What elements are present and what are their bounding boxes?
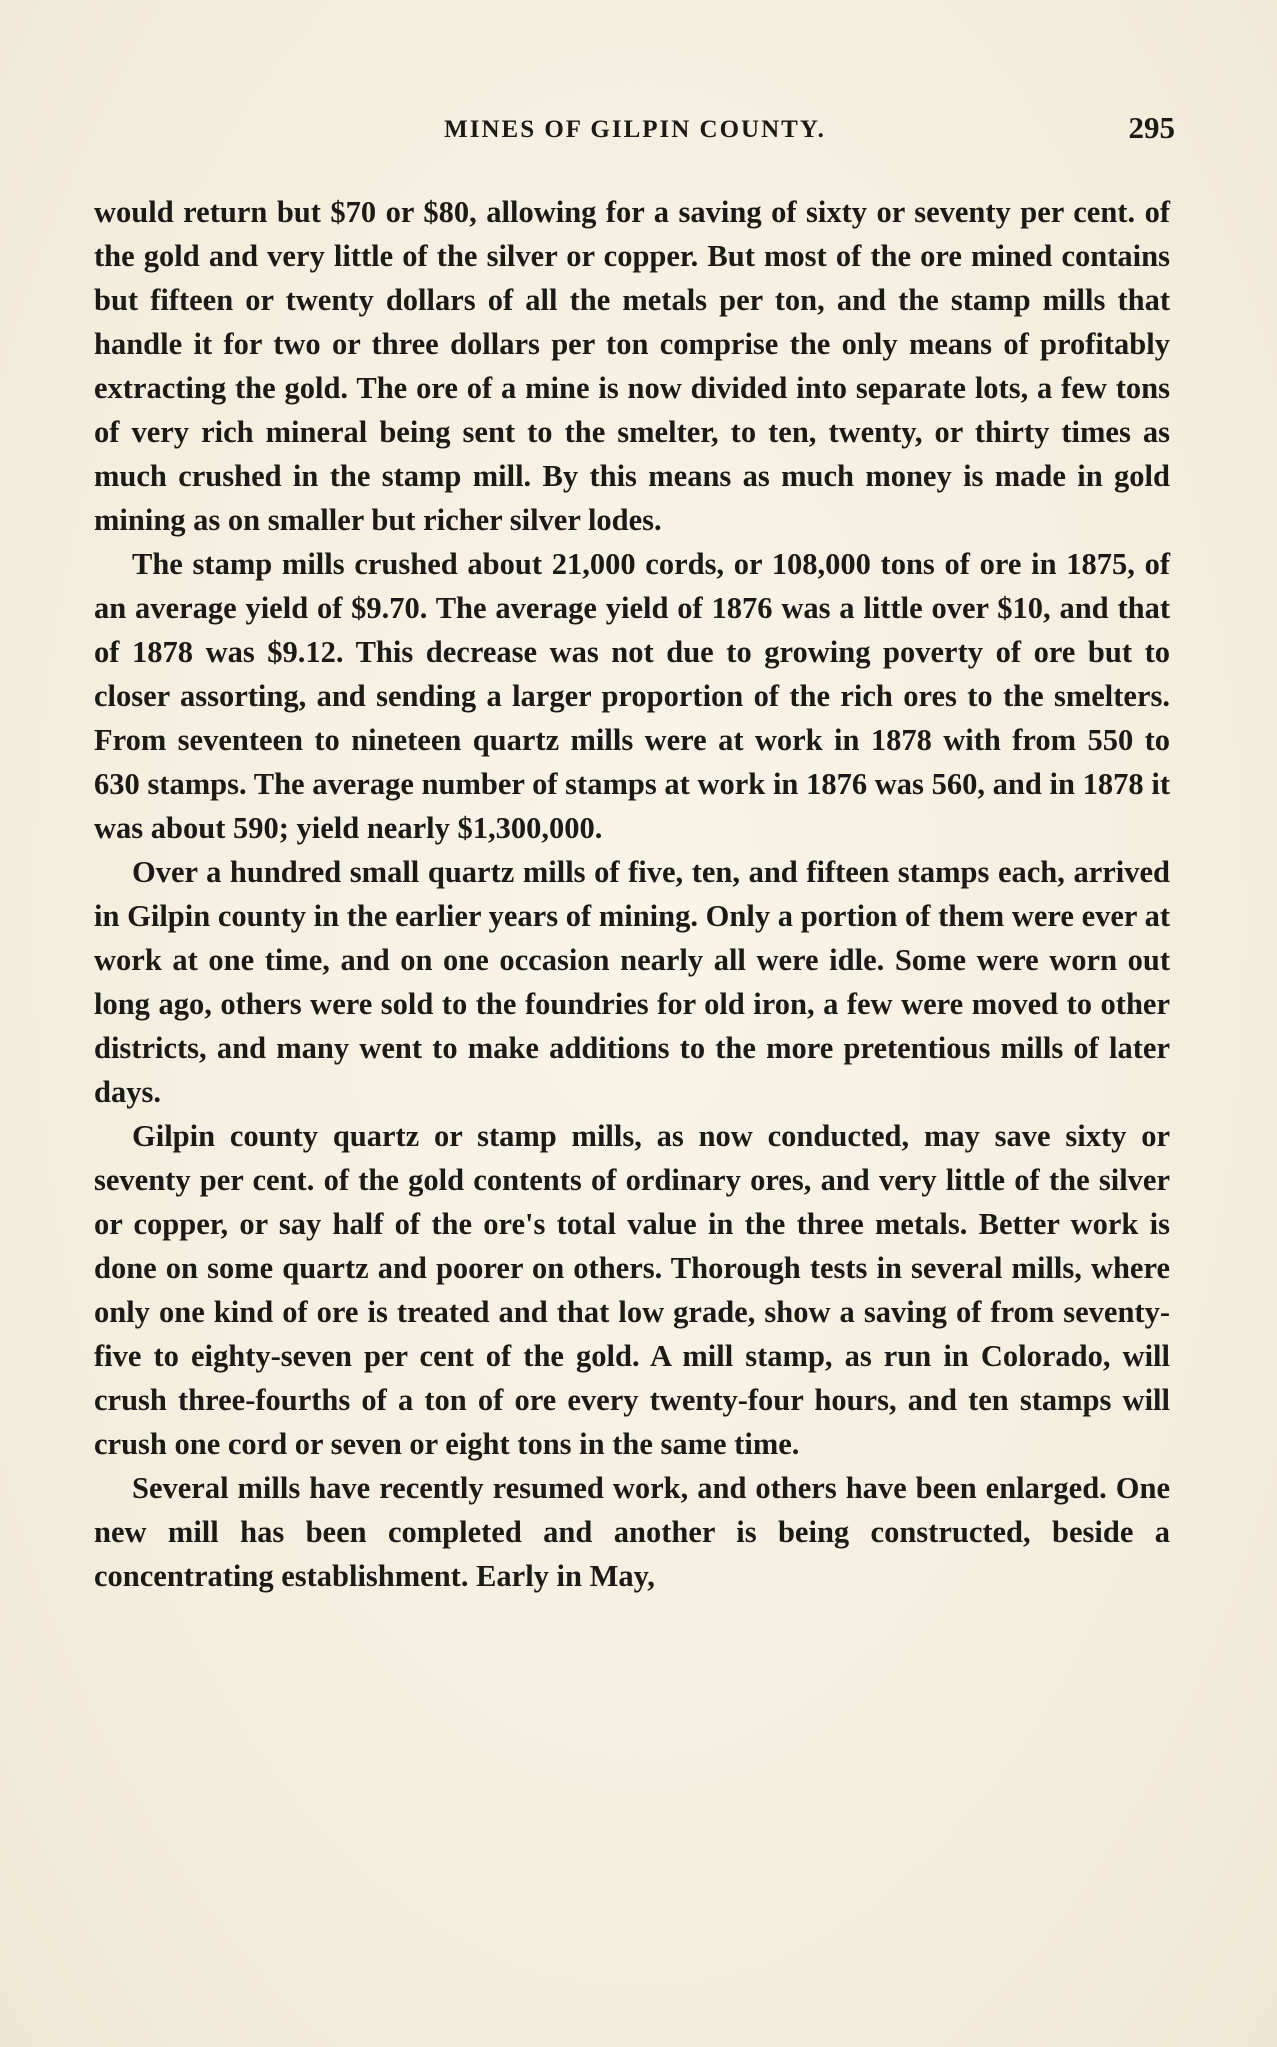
paragraph-stamp-mill-yields: The stamp mills crushed about 21,000 cords, or 108,000 tons of ore in 1875, of an average yield of $9.70. The average yield of 1876 was a little over $10, and that of 1878 was $9.12. This decrease was not due to growing poverty of ore but to closer assorting, and sending a larger proportion of the rich ores to the smelters. From seventeen to nineteen quartz mills were at work in 1878 with from 550 to 630 stamps. The average number of stamps at work in 1876 was 560, and in 1878 it was about 590; yield nearly $1,300,000.: [94, 547, 1170, 845]
paragraph-mill-savings: Gilpin county quartz or stamp mills, as now conducted, may save sixty or seventy per cent. of the gold contents of ordinary ores, and very little of the silver or copper, or say half of the ore's total value in the three metals. Better work is done on some quartz and poorer on others. Thorough tests in several mills, where only one kind of ore is treated and that low grade, show a saving of from seventy-five to eighty-seven per cent of the gold. A mill stamp, as run in Colorado, will crush three-fourths of a ton of ore every twenty-four hours, and ten stamps will crush one cord or seven or eight tons in the same time.: [94, 1119, 1170, 1461]
paragraph-continued: would return but $70 or $80, allowing for a saving of sixty or seventy per cent. of the gold and very little of the silver or copper. But most of the ore mined contains but fifteen or twenty dollars of all the metals per ton, and the stamp mills that handle it for two or three dollars per ton comprise the only means of profitably extracting the gold. The ore of a mine is now divided into separate lots, a few tons of very rich mineral being sent to the smelter, to ten, twenty, or thirty times as much crushed in the stamp mill. By this means as much money is made in gold mining as on smaller but richer silver lodes.: [94, 195, 1170, 537]
paragraph-small-quartz-mills: Over a hundred small quartz mills of five, ten, and fifteen stamps each, arrived in Gilpin county in the earlier years of mining. Only a portion of them were ever at work at one time, and on one occasion nearly all were idle. Some were worn out long ago, others were sold to the foundries for old iron, a few were moved to other districts, and many went to make additions to the more pretentious mills of later days.: [94, 855, 1170, 1109]
page-number: 295: [1128, 110, 1175, 145]
paragraph-mills-resumed: Several mills have recently resumed work, and others have been enlarged. One new mill has been completed and another is being constructed, beside a concentrating establishment. Early in May,: [94, 1471, 1170, 1593]
running-head: [95, 110, 1175, 150]
body-text: [94, 190, 1170, 1598]
running-title: MINES OF GILPIN COUNTY.: [444, 116, 826, 143]
